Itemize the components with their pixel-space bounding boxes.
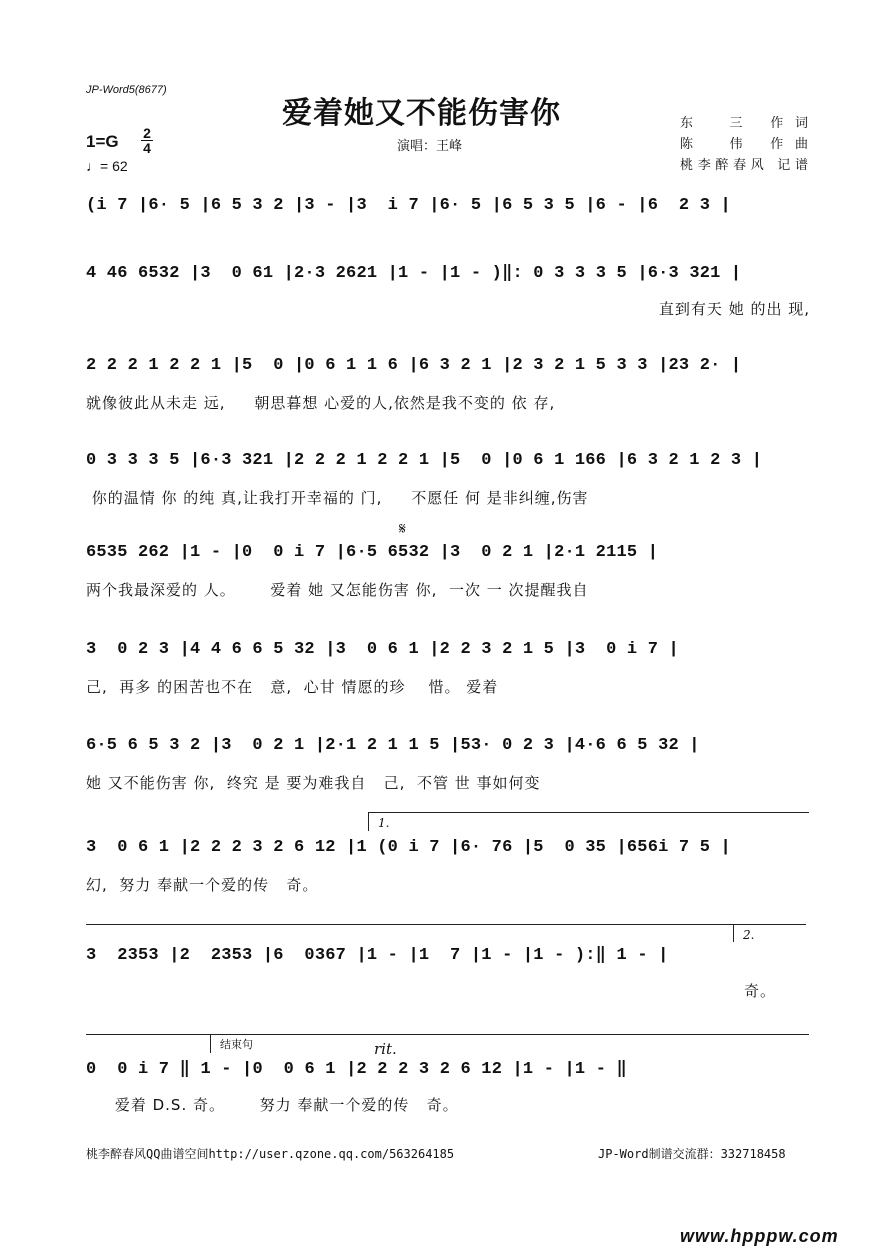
time-signature [140,126,154,155]
singer-credit: 演唱：王峰 [397,139,463,154]
coda-lead-line [86,1034,214,1035]
coda-label: 结束句 [220,1038,253,1051]
lyric-line: 爱着 D.S. 奇。 努力 奉献一个爱的传 奇。 [86,1096,459,1114]
notation-line: 0 3 3 3 5 |6·3 321 |2 2 2 1 2 2 1 |5 0 |0 6 1 166 |6 3 2 1 2 3 | [86,451,763,470]
ritardando-mark: rit. [374,1040,397,1058]
lyric-line: 你的温情 你 的纯 真,让我打开幸福的 门, 不愿任 何 是非纠缠,伤害 [86,489,589,507]
coda-bracket [210,1034,809,1053]
lyric-line: 奇。 [743,982,776,1000]
lyric-line: 己, 再多 的困苦也不在 意, 心甘 情愿的珍 惜。 爱着 [86,678,499,696]
software-label: JP-Word5(8677) [86,84,167,96]
notation-line: 2 2 2 1 2 2 1 |5 0 |0 6 1 1 6 |6 3 2 1 |2 3 2 1 5 3 3 |23 2· | [86,356,742,375]
lyric-line: 两个我最深爱的 人。 爱着 她 又怎能伤害 你, 一次 一 次提醒我自 [86,581,589,599]
first-ending-bracket [368,812,809,831]
site-watermark: www.hpppw.com [680,1226,839,1246]
time-signature-top: 2 [143,125,151,141]
tempo-marking: ♩= 62 [86,158,128,174]
song-title: 爱着她又不能伤害你 [282,96,561,131]
lyricist-credit: 东 三 作词 [680,116,808,131]
notation-line: 6·5 6 5 3 2 |3 0 2 1 |2·1 2 1 1 5 |53· 0 2 3 |4·6 6 5 32 | [86,736,700,755]
ending-continuation-line [86,924,806,925]
lyric-line: 直到有天 她 的出 现, [658,300,810,318]
lyric-line: 幻, 努力 奉献一个爱的传 奇。 [86,876,319,894]
notation-line: (i 7 |6· 5 |6 5 3 2 |3 - |3 i 7 |6· 5 |6 5 3 5 |6 - |6 2 3 | [86,196,731,215]
key-signature: 1=G [86,132,119,151]
lyric-line: 就像彼此从未走 远, 朝思暮想 心爱的人,依然是我不变的 依 存, [86,394,556,412]
footer-group-info: JP-Word制谱交流群：332718458 [598,1147,786,1161]
lyric-line: 她 又不能伤害 你, 终究 是 要为难我自 己, 不管 世 事如何变 [86,774,541,792]
time-signature-bottom: 4 [143,140,151,156]
notation-line: 4 46 6532 |3 0 61 |2·3 2621 |1 - |1 - )‖: 0 3 3 3 5 |6·3 321 | [86,264,742,283]
footer-qzone-link: 桃李醉春风QQ曲谱空间http://user.qzone.qq.com/563264185 [86,1147,455,1161]
notation-line: 3 0 6 1 |2 2 2 3 2 6 12 |1 (0 i 7 |6· 76 |5 0 35 |656i 7 5 | [86,838,731,857]
transcriber-credit: 桃李醉春风 记谱 [680,158,808,173]
first-ending-label: 1. [378,816,390,830]
segno-sign: 𝄋 [399,519,406,538]
notation-line: 6535 262 |1 - |0 0 i 7 |6·5 6532 |3 0 2 1 |2·1 2115 | [86,543,659,562]
second-ending-label: 2. [743,928,755,942]
notation-line: 3 2353 |2 2353 |6 0367 |1 - |1 7 |1 - |1 - ):‖ 1 - | [86,946,669,965]
notation-line: 0 0 i 7 ‖ 1 - |0 0 6 1 |2 2 2 3 2 6 12 |1 - |1 - ‖ [86,1060,627,1079]
notation-line: 3 0 2 3 |4 4 6 6 5 32 |3 0 6 1 |2 2 3 2 1 5 |3 0 i 7 | [86,640,679,659]
composer-credit: 陈 伟 作曲 [680,137,808,152]
